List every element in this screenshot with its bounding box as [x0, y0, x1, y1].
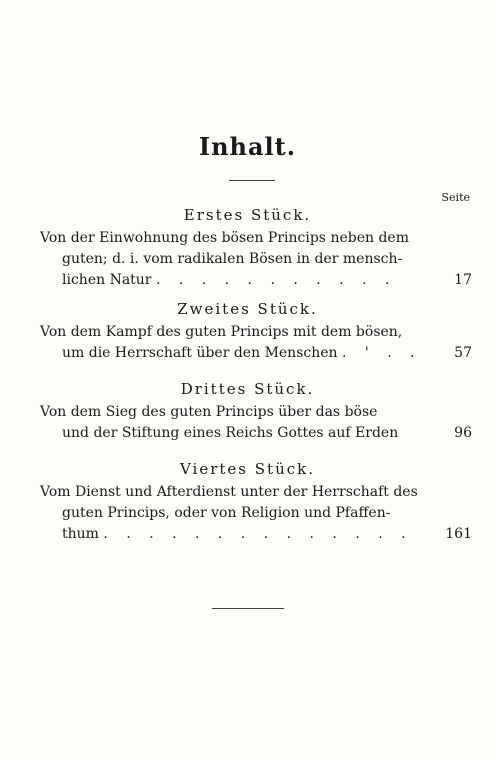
- section-heading-erstes: Erstes Stück.: [183, 206, 312, 224]
- toc-entry-line: [62, 345, 422, 361]
- toc-entry-text: thum: [62, 526, 99, 542]
- toc-entry-line: Von dem Kampf des guten Princips mit dem bösen,: [40, 324, 403, 340]
- toc-entry-line: [62, 526, 413, 542]
- section-heading-viertes: Viertes Stück.: [179, 460, 315, 478]
- page-number: 161: [445, 526, 472, 542]
- toc-entry-line: guten Princips, oder von Religion und Pfaffen-: [62, 505, 391, 521]
- page-title: Inhalt.: [198, 132, 297, 161]
- end-divider: [212, 608, 284, 609]
- leader-dots: . . . . . . . . . . .: [155, 272, 397, 288]
- toc-entry-text: lichen Natur: [62, 272, 152, 288]
- leader-dots: . . . . . . . . . . . . . .: [103, 526, 413, 542]
- toc-entry-line: [62, 425, 398, 441]
- page-number: 96: [454, 425, 472, 441]
- leader-dots: . ' . .: [342, 345, 422, 361]
- toc-entry-line: guten; d. i. vom radikalen Bösen in der mensch-: [62, 251, 403, 267]
- page-number: 17: [454, 272, 472, 288]
- section-heading-zweites: Zweites Stück.: [177, 300, 318, 318]
- toc-entry-text: und der Stiftung eines Reichs Gottes auf Erden: [62, 425, 399, 441]
- toc-entry-line: Vom Dienst und Afterdienst unter der Herrschaft des: [40, 484, 418, 500]
- toc-entry-line: Von dem Sieg des guten Princips über das böse: [40, 404, 378, 420]
- seite-column-label: Seite: [441, 191, 470, 204]
- toc-entry-line: [62, 272, 396, 288]
- section-heading-drittes: Drittes Stück.: [180, 380, 315, 398]
- title-divider: [229, 180, 275, 181]
- page-number: 57: [454, 345, 472, 361]
- toc-entry-line: Von der Einwohnung des bösen Princips neben dem: [40, 230, 409, 246]
- toc-entry-text: um die Herrschaft über den Menschen: [62, 345, 338, 361]
